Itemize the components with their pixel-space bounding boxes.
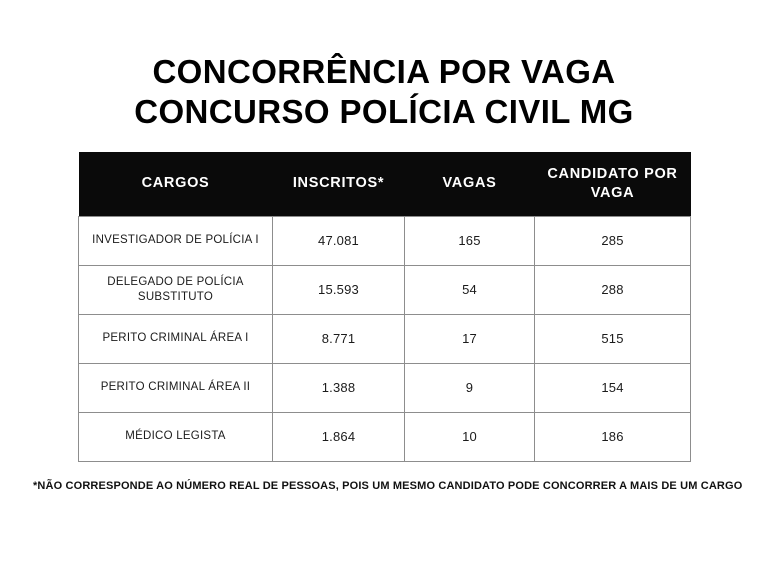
cell-cargo: [79, 216, 273, 265]
cell-cargo: [79, 363, 273, 412]
cell-candidato-por-vaga: 186: [535, 412, 691, 461]
cell-inscritos: 15.593: [273, 265, 405, 314]
table-row: [79, 265, 691, 314]
cargo-line-2: SUBSTITUTO: [137, 290, 214, 303]
competition-table: [78, 152, 691, 462]
cell-inscritos: 1.864: [273, 412, 405, 461]
cell-candidato-por-vaga: 285: [535, 216, 691, 265]
cell-candidato-por-vaga: 154: [535, 363, 691, 412]
cell-inscritos: 8.771: [273, 314, 405, 363]
table-row: [79, 363, 691, 412]
cargo-line-1: PERITO CRIMINAL ÁREA II: [100, 381, 251, 393]
cell-vagas: 10: [405, 412, 535, 461]
cargo-line-1: INVESTIGADOR DE POLÍCIA I: [92, 234, 259, 246]
table-header: [79, 152, 691, 216]
competition-table-container: [78, 152, 690, 462]
column-header-cargos: CARGOS: [79, 152, 273, 216]
page-title-line-2: CONCURSO POLÍCIA CIVIL MG: [134, 93, 634, 130]
table-body: [79, 216, 691, 461]
table-header-row: [79, 152, 691, 216]
cell-vagas: 17: [405, 314, 535, 363]
cell-vagas: 165: [405, 216, 535, 265]
cell-cargo: [79, 314, 273, 363]
cell-cargo: [79, 412, 273, 461]
table-row: [79, 412, 691, 461]
cargo-line-1: MÉDICO LEGISTA: [125, 430, 226, 442]
cell-inscritos: 47.081: [273, 216, 405, 265]
cell-candidato-por-vaga: 515: [535, 314, 691, 363]
cell-vagas: 9: [405, 363, 535, 412]
column-header-vagas: VAGAS: [405, 152, 535, 216]
cell-cargo: [79, 265, 273, 314]
page-title: [0, 52, 768, 132]
table-row: [79, 216, 691, 265]
cell-vagas: 54: [405, 265, 535, 314]
table-row: [79, 314, 691, 363]
cell-candidato-por-vaga: 288: [535, 265, 691, 314]
column-header-inscritos: INSCRITOS*: [273, 152, 405, 216]
column-header-candidato-por-vaga-line-1: CANDIDATO POR: [547, 165, 678, 182]
cargo-line-1: DELEGADO DE POLÍCIA: [107, 275, 244, 288]
footnote: *NÃO CORRESPONDE AO NÚMERO REAL DE PESSOAS, POIS UM MESMO CANDIDATO PODE CONCORRER A MAIS DE UM CARGO: [33, 480, 743, 492]
column-header-candidato-por-vaga-line-2: VAGA: [590, 184, 635, 201]
cell-inscritos: 1.388: [273, 363, 405, 412]
cargo-line-1: PERITO CRIMINAL ÁREA I: [102, 332, 249, 344]
column-header-candidato-por-vaga: [535, 152, 691, 216]
page-title-line-1: CONCORRÊNCIA POR VAGA: [152, 53, 616, 90]
